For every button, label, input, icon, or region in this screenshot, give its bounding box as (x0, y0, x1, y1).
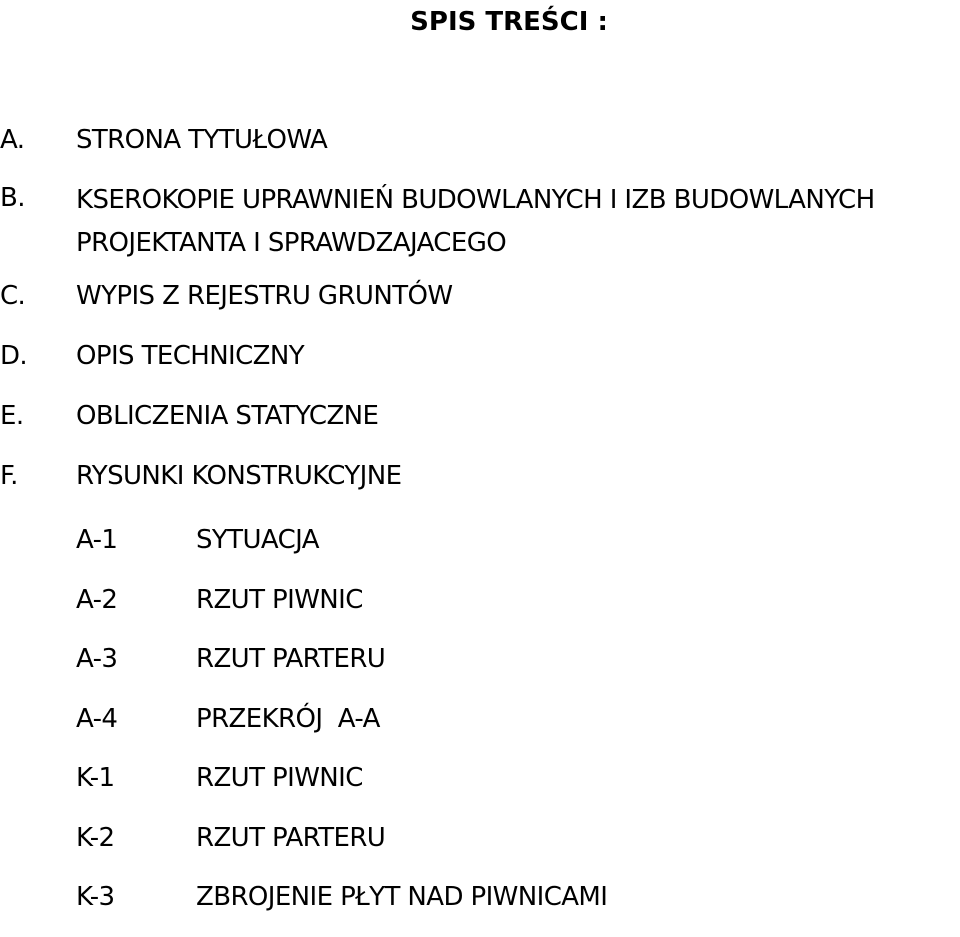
toc-entry-d (0, 336, 960, 376)
drawing-item (0, 520, 960, 580)
drawing-item (0, 818, 960, 878)
drawing-code: A-2 (76, 584, 118, 615)
drawing-item (0, 639, 960, 699)
drawing-item (0, 699, 960, 759)
drawing-code: A-1 (76, 525, 118, 555)
drawing-code: K-2 (76, 822, 115, 853)
toc-entry-c (0, 276, 960, 316)
toc-entry-letter: C. (0, 281, 26, 311)
toc-entry-text: WYPIS Z REJESTRU GRUNTÓW (76, 281, 453, 311)
toc-entry-text: OBLICZENIA STATYCZNE (76, 401, 379, 431)
toc-entry-e (0, 396, 960, 436)
toc-entry-letter: F. (0, 461, 18, 491)
drawing-name: PRZEKRÓJ A-A (196, 703, 380, 734)
drawing-item (0, 580, 960, 640)
drawing-name: RZUT PARTERU (196, 822, 386, 853)
toc-entry-text: KSEROKOPIE UPRAWNIEŃ BUDOWLANYCH I IZB BUDOWLANYCH (76, 185, 875, 215)
toc-entry-letter: D. (0, 341, 28, 371)
drawing-code: A-4 (76, 703, 118, 734)
toc-entry-text-continued: PROJEKTANTA I SPRAWDZAJACEGO (76, 228, 507, 258)
drawing-name: ZBROJENIE PŁYT NAD PIWNICAMI (196, 882, 608, 912)
drawing-name: RZUT PIWNIC (196, 584, 363, 615)
drawing-name: SYTUACJA (196, 525, 319, 555)
toc-entry-letter: A. (0, 125, 25, 155)
table-of-contents (0, 120, 960, 516)
drawings-list (0, 520, 960, 937)
toc-entry-a (0, 120, 960, 160)
drawing-item (0, 877, 960, 937)
drawing-code: K-3 (76, 882, 115, 912)
drawing-code: K-1 (76, 763, 115, 793)
drawing-item (0, 758, 960, 818)
toc-entry-letter: B. (0, 183, 25, 213)
toc-entry-letter: E. (0, 401, 24, 431)
toc-entry-text: OPIS TECHNICZNY (76, 341, 305, 371)
toc-entry-f (0, 456, 960, 496)
drawing-name: RZUT PARTERU (196, 644, 386, 674)
toc-entry-b (0, 178, 960, 266)
toc-entry-text: STRONA TYTUŁOWA (76, 125, 328, 155)
drawing-code: A-3 (76, 644, 118, 674)
drawing-name: RZUT PIWNIC (196, 763, 363, 793)
page-title: SPIS TREŚCI : (410, 7, 608, 37)
toc-entry-text: RYSUNKI KONSTRUKCYJNE (76, 461, 402, 491)
